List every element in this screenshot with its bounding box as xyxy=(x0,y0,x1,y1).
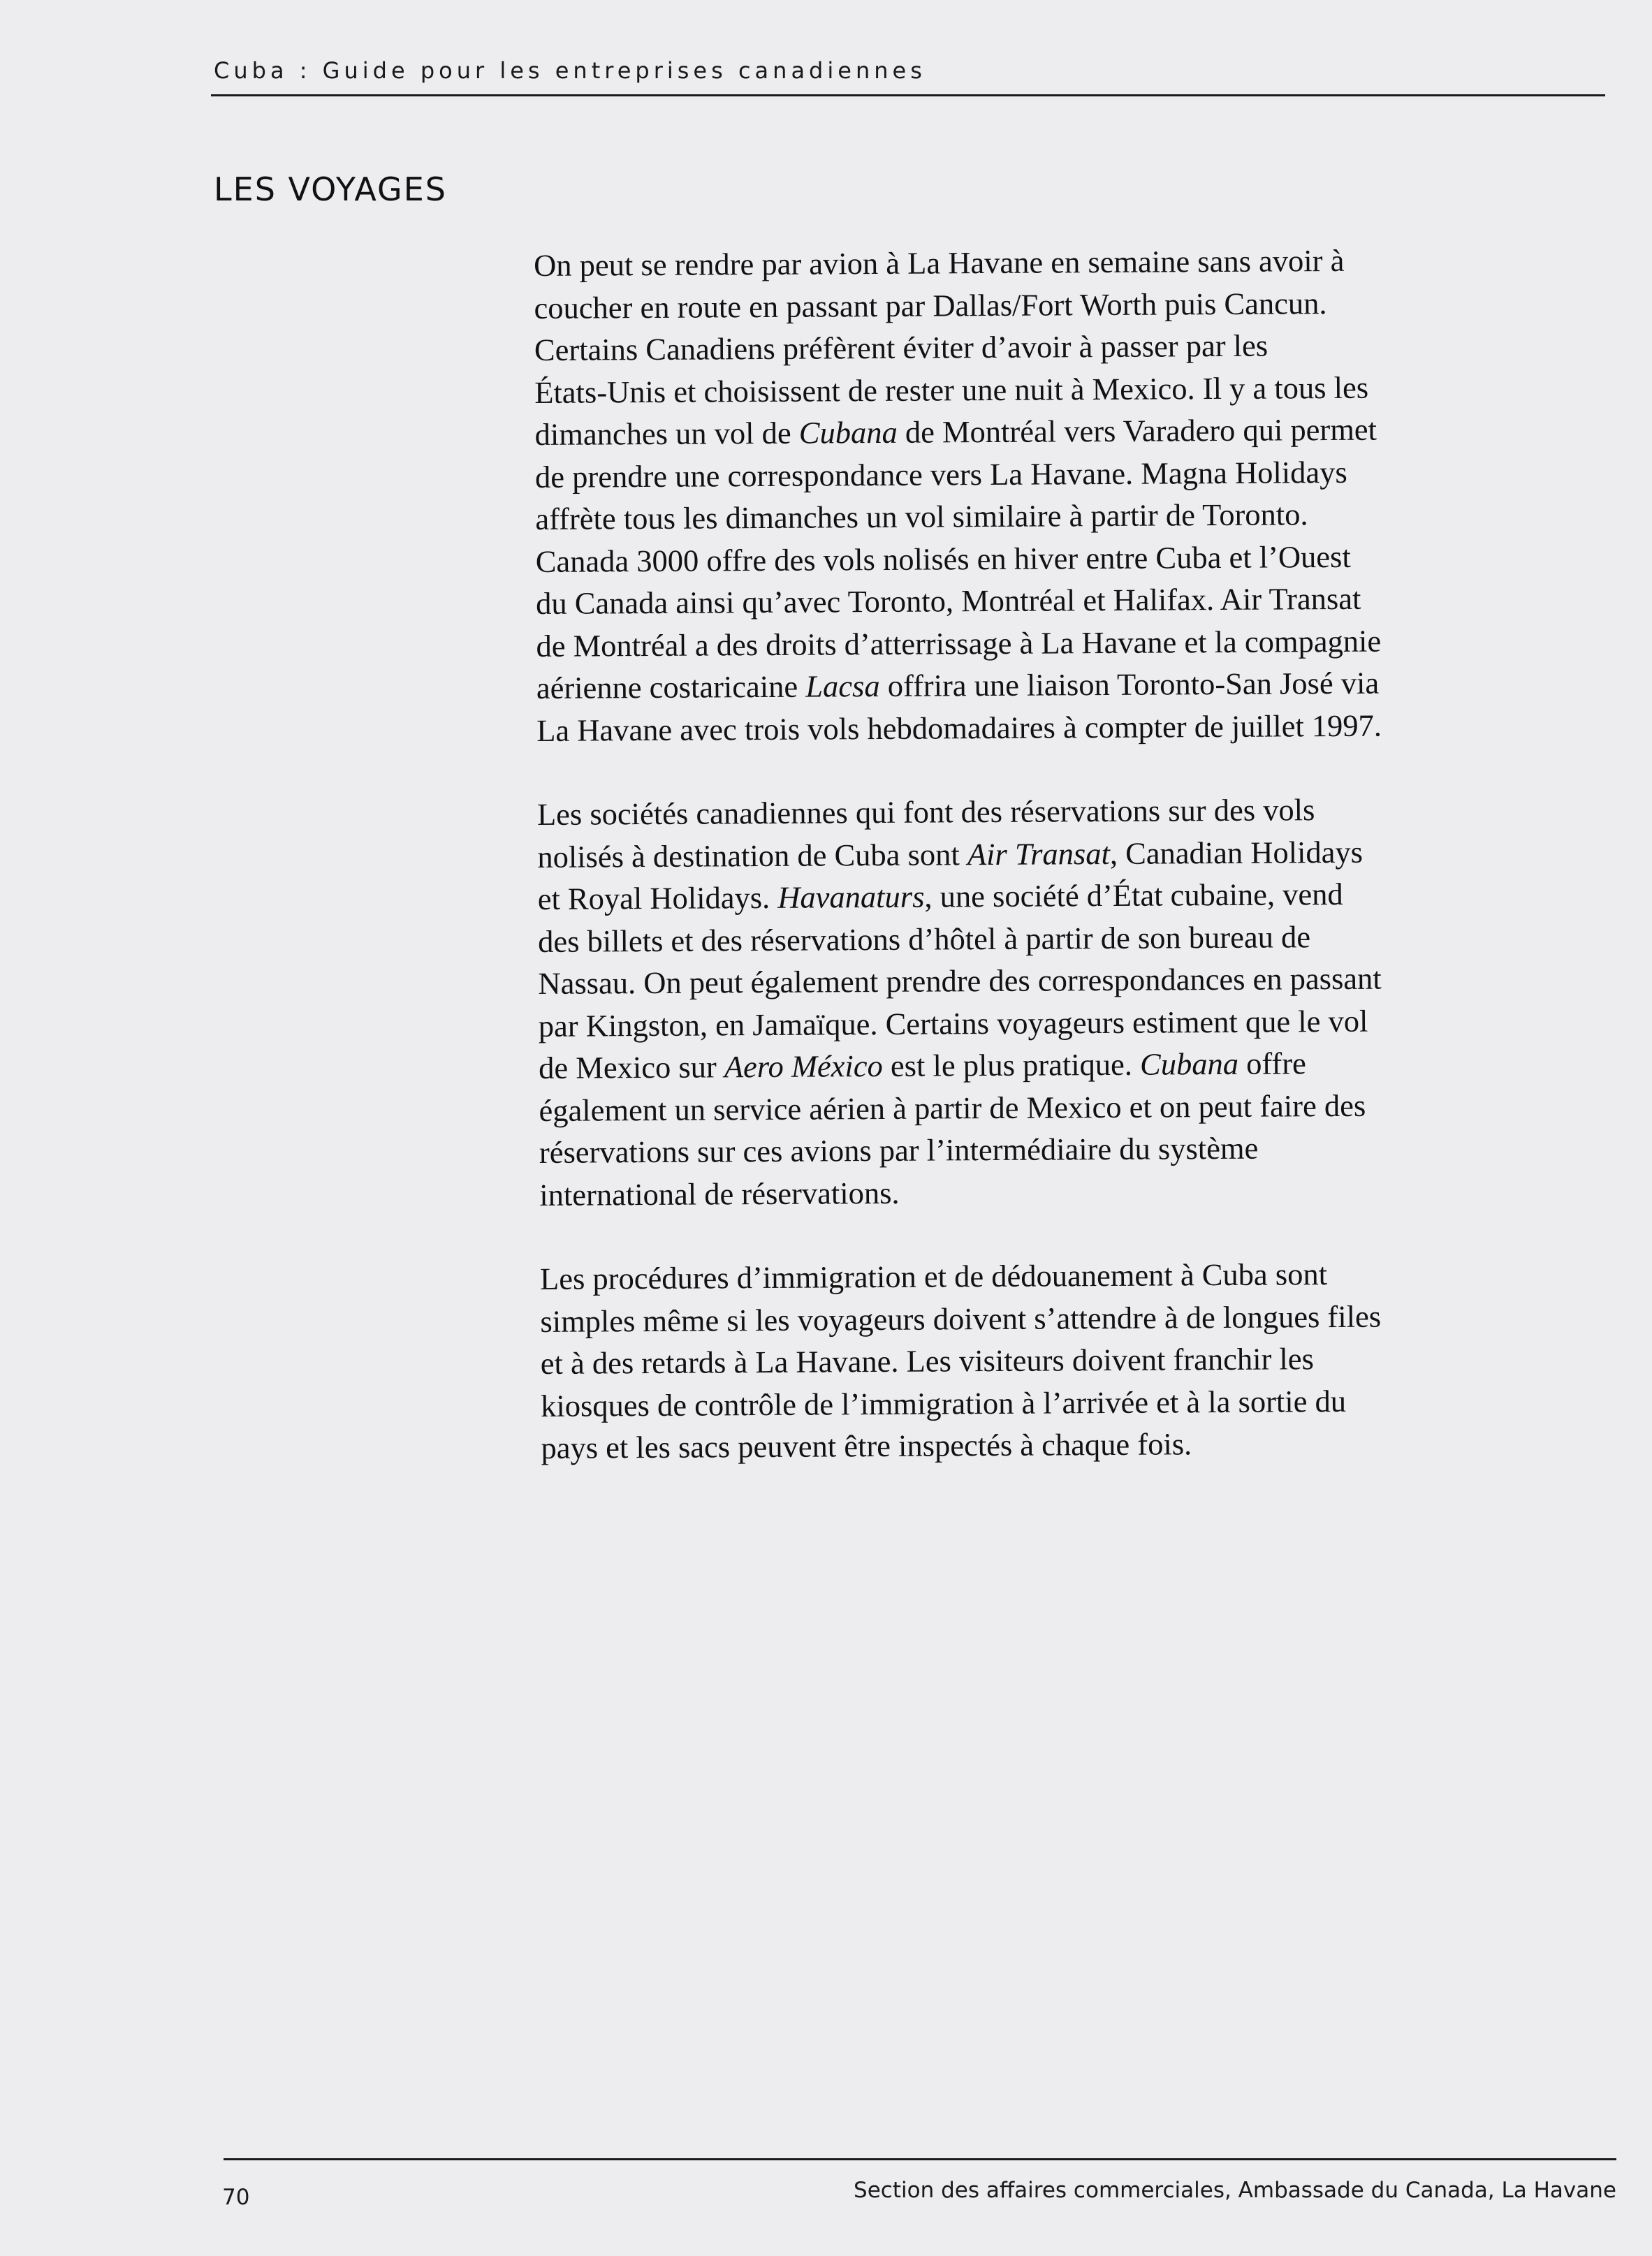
text-line: des billets et des réservations d’hôtel à partir de son bureau de xyxy=(537,918,1311,959)
text-line: La Havane avec trois vols hebdomadaires à compter de juillet 1997. xyxy=(536,708,1382,748)
text-line: de Montréal a des droits d’atterrissage à La Havane et la compagnie xyxy=(536,623,1382,664)
text-line: coucher en route en passant par Dallas/Fort Worth puis Cancun. xyxy=(534,285,1327,325)
airline-name: Air Transat xyxy=(967,835,1111,872)
running-header-title: Cuba : Guide pour les entreprises canadiennes xyxy=(214,57,926,84)
text-line: de Mexico sur Aero México est le plus pratique. Cubana offre xyxy=(539,1046,1306,1085)
text-line: nolisés à destination de Cuba sont Air Transat, Canadian Holidays xyxy=(537,834,1364,874)
text-line: Les sociétés canadiennes qui font des réservations sur des vols xyxy=(536,792,1315,832)
page-header xyxy=(211,54,1605,99)
text-line: et à des retards à La Havane. Les visiteurs doivent franchir les xyxy=(540,1341,1315,1381)
text-line: États-Unis et choisissent de rester une nuit à Mexico. Il y a tous les xyxy=(534,369,1369,410)
airline-name: Cubana xyxy=(1139,1046,1239,1082)
text-line: Canada 3000 offre des vols nolisés en hiver entre Cuba et l’Ouest xyxy=(535,539,1351,579)
text-line: aérienne costaricaine Lacsa offrira une liaison Toronto-San José via xyxy=(536,665,1380,705)
text-line: de prendre une correspondance vers La Havane. Magna Holidays xyxy=(534,454,1347,495)
paragraph-2 xyxy=(537,788,1504,1216)
footer-rule xyxy=(224,2158,1616,2160)
section-heading: LES VOYAGES xyxy=(214,170,447,208)
text-line: affrète tous les dimanches un vol similaire à partir de Toronto. xyxy=(535,497,1308,536)
paragraph-3 xyxy=(540,1252,1505,1470)
text-line: et Royal Holidays. Havanaturs, une société d’État cubaine, vend xyxy=(537,876,1343,916)
footer-text: Section des affaires commerciales, Ambassade du Canada, La Havane xyxy=(854,2178,1616,2203)
text-line: Nassau. On peut également prendre des correspondances en passant xyxy=(538,960,1382,1001)
text-line: kiosques de contrôle de l’immigration à l’arrivée et à la sortie du xyxy=(541,1383,1347,1423)
text-line: On peut se rendre par avion à La Havane en semaine sans avoir à xyxy=(534,242,1345,283)
text-line: du Canada ainsi qu’avec Toronto, Montréal et Halifax. Air Transat xyxy=(535,580,1361,621)
text-line: réservations sur ces avions par l’intermédiaire du système xyxy=(539,1130,1259,1170)
text-line: international de réservations. xyxy=(539,1175,900,1213)
airline-name: Cubana xyxy=(798,414,898,451)
text-line: Les procédures d’immigration et de dédouanement à Cuba sont xyxy=(539,1257,1328,1296)
header-rule xyxy=(211,94,1605,96)
airline-name: Aero México xyxy=(724,1048,883,1085)
text-line: dimanches un vol de Cubana de Montréal vers Varadero qui permet xyxy=(534,411,1377,452)
page-number: 70 xyxy=(222,2185,250,2210)
text-line: par Kingston, en Jamaïque. Certains voyageurs estiment que le vol xyxy=(538,1003,1368,1043)
company-name: Havanaturs xyxy=(777,879,925,915)
text-line: pays et les sacs peuvent être inspectés à chaque fois. xyxy=(541,1426,1192,1465)
body-text xyxy=(534,239,1505,1511)
paragraph-1 xyxy=(534,239,1500,752)
text-line: simples même si les voyageurs doivent s’attendre à de longues files xyxy=(540,1298,1382,1339)
airline-name: Lacsa xyxy=(805,668,880,704)
text-line: également un service aérien à partir de Mexico et on peut faire des xyxy=(539,1087,1366,1128)
text-line: Certains Canadiens préfèrent éviter d’avoir à passer par les xyxy=(534,328,1269,367)
page-footer xyxy=(210,2158,1616,2214)
